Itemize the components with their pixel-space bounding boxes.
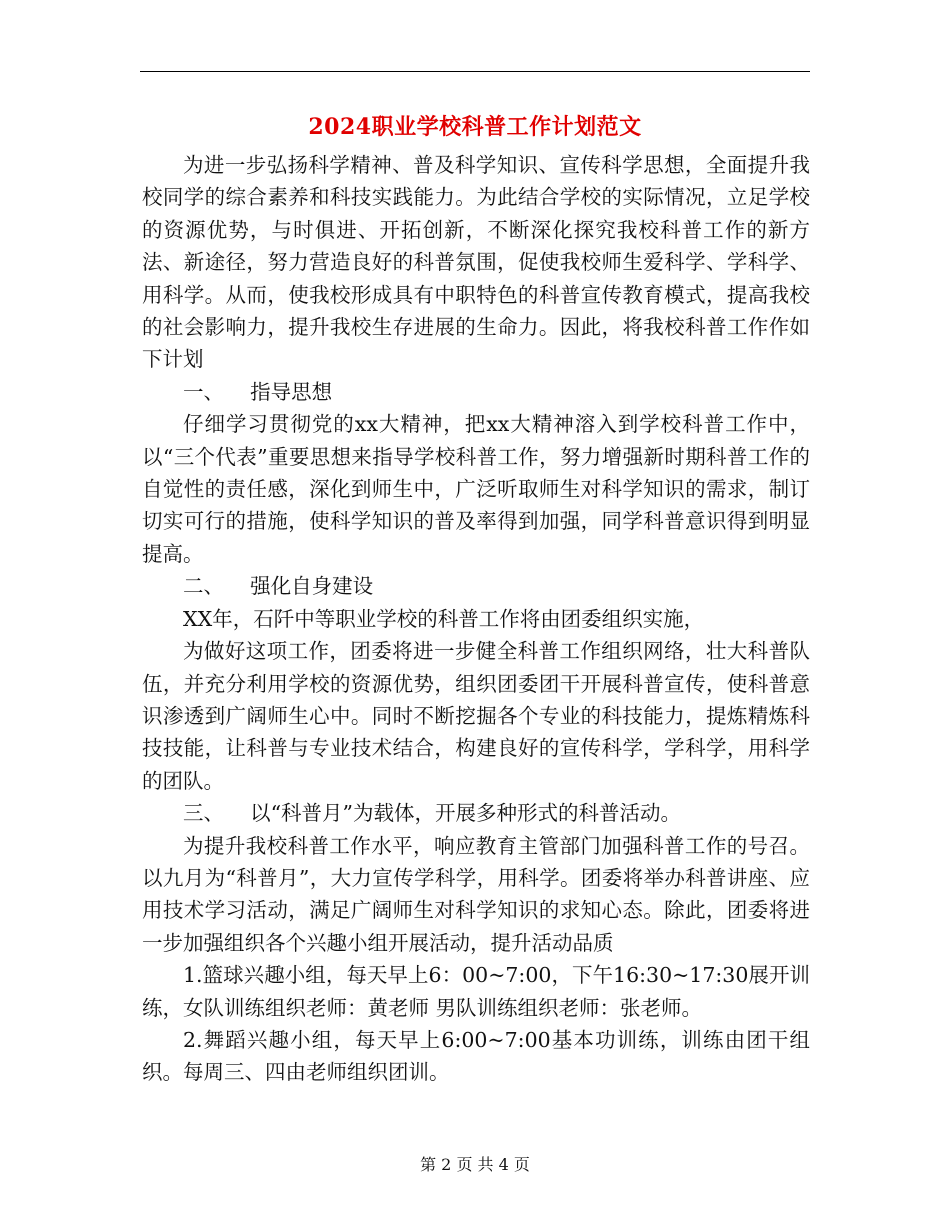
- section-2-paragraph-1: XX年，石阡中等职业学校的科普工作将由团委组织实施，: [183, 606, 705, 631]
- document-title: 2024职业学校科普工作计划范文: [308, 114, 642, 140]
- section-heading-2: 二、 强化自身建设: [183, 574, 374, 599]
- section-2-paragraph-2: 为做好这项工作，团委将进一步健全科普工作组织网络，壮大科普队伍，并充分利用学校的资源优势，组织团委团干开展科普宣传，使科普意识渗透到广阔师生心中。同时不断挖掘各个专业的科技能力，提炼精炼科技技能，让科普与专业技术结合，构建良好的宣传科学，学科学，用科学的团队。: [142, 639, 810, 793]
- section-3-paragraph: 为提升我校科普工作水平，响应教育主管部门加强科普工作的号召。 以九月为“科普月”，大力宣传学科学，用科学。团委将举办科普讲座、应用技术学习活动，满足广阔师生对科学知识的求知心态。除此，团委将进一步加强组织各个兴趣小组开展活动，提升活动品质: [142, 833, 810, 955]
- document-body: [142, 149, 810, 1089]
- page-number: 第 2 页 共 4 页: [420, 1155, 530, 1174]
- section-heading-1: 一、 指导思想: [183, 379, 333, 404]
- intro-paragraph: 为进一步弘扬科学精神、普及科学知识、宣传科学思想，全面提升我校同学的综合素养和科技实践能力。为此结合学校的实际情况，立足学校的资源优势，与时俱进、开拓创新，不断深化探究我校科普工作的新方法、新途径，努力营造良好的科普氛围，促使我校师生爱科学、学科学、用科学。从而，使我校形成具有中职特色的科普宣传教育模式，提高我校的社会影响力，提升我校生存进展的生命力。因此，将我校科普工作作如下计划: [142, 153, 810, 372]
- section-heading-3: 三、 以“科普月”为载体，开展多种形式的科普活动。: [183, 801, 682, 826]
- section-1-paragraph: 仔细学习贯彻党的xx大精神，把xx大精神溶入到学校科普工作中，以“三个代表”重要思想来指导学校科普工作，努力增强新时期科普工作的自觉性的责任感，深化到师生中，广泛听取师生对科学知识的需求，制订切实可行的措施，使科学知识的普及率得到加强，同学科普意识得到明显提高。: [142, 412, 810, 566]
- list-item-dance: 2.舞蹈兴趣小组，每天早上6:00~7:00基本功训练，训练由团干组织。每周三、四由老师组织团训。: [142, 1027, 810, 1085]
- list-item-basketball: 1.篮球兴趣小组，每天早上6：00~7:00，下午16:30~17:30展开训练，女队训练组织老师：黄老师 男队训练组织老师：张老师。: [142, 963, 810, 1020]
- header-rule: [140, 71, 810, 72]
